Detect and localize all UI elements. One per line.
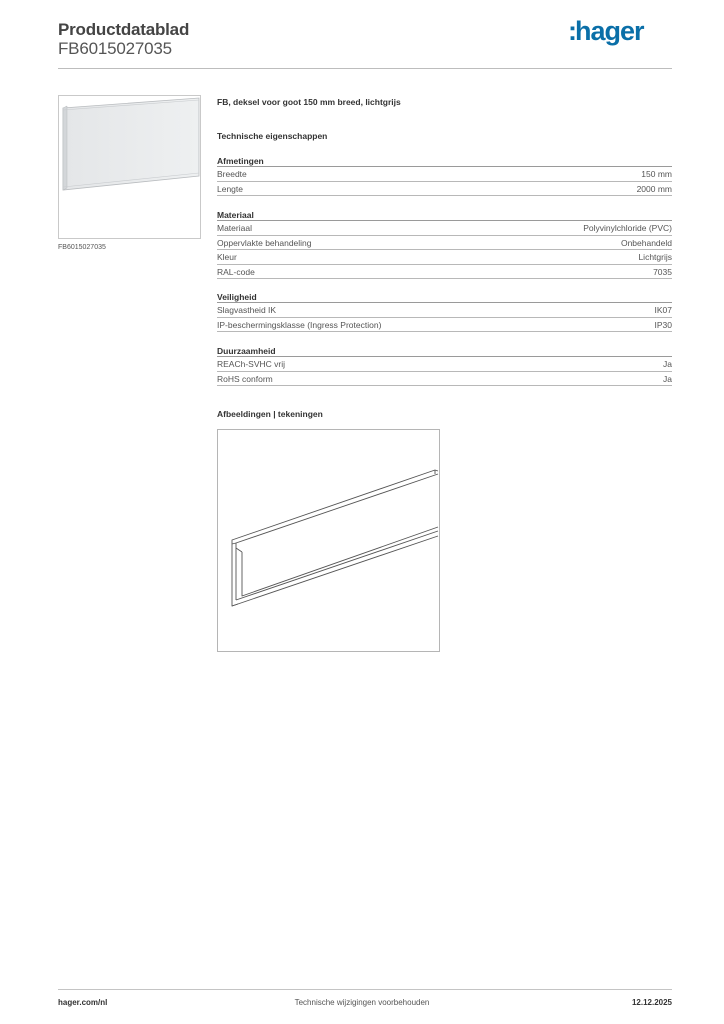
spec-group-veiligheid: [217, 291, 672, 332]
spec-label: Materiaal: [217, 223, 252, 233]
footer-date: 12.12.2025: [631, 998, 672, 1007]
spec-value: Ja: [663, 359, 672, 369]
technical-heading: Technische eigenschappen: [217, 131, 328, 141]
spec-label: RoHS conform: [217, 373, 273, 384]
spec-row: [217, 303, 672, 318]
product-description: FB, deksel voor goot 150 mm breed, lichtgrijs: [217, 97, 401, 107]
thumbnail-caption: FB6015027035: [58, 244, 106, 251]
header-divider: [58, 68, 672, 69]
spec-value: 7035: [653, 266, 672, 277]
spec-group-afmetingen: [217, 155, 672, 196]
spec-value: Ja: [663, 373, 672, 384]
spec-label: REACh-SVHC vrij: [217, 359, 286, 369]
spec-value: IK07: [654, 305, 672, 315]
spec-label: Breedte: [217, 169, 247, 179]
spec-value: 2000 mm: [636, 183, 672, 194]
spec-value: Polyvinylchloride (PVC): [583, 223, 672, 233]
footer-disclaimer: Technische wijzigingen voorbehouden: [294, 998, 430, 1007]
spec-label: Lengte: [217, 183, 243, 194]
footer-website: hager.com/nl: [58, 998, 108, 1007]
spec-label: RAL-code: [217, 266, 255, 277]
logo-text: hager: [575, 16, 644, 46]
spec-value: Onbehandeld: [620, 237, 672, 248]
cover-drawing-icon: [218, 430, 439, 651]
group-title: Veiligheid: [217, 291, 672, 303]
spec-row: [217, 221, 672, 236]
spec-row: [217, 372, 672, 387]
spec-label: Oppervlakte behandeling: [217, 237, 312, 248]
spec-row: [217, 318, 672, 333]
spec-value: 150 mm: [641, 169, 672, 179]
spec-group-materiaal: [217, 209, 672, 279]
spec-group-duurzaamheid: [217, 345, 672, 386]
spec-row: [217, 265, 672, 280]
group-title: Materiaal: [217, 209, 672, 221]
spec-row: [217, 250, 672, 265]
product-code: FB6015027035: [58, 39, 172, 58]
page-title: Productdatablad: [58, 20, 190, 39]
spec-value: IP30: [654, 319, 672, 330]
spec-label: Kleur: [217, 252, 237, 262]
spec-row: [217, 236, 672, 251]
spec-row: [217, 182, 672, 197]
product-thumbnail: [58, 95, 201, 239]
spec-value: Lichtgrijs: [638, 252, 672, 262]
technical-drawing: [217, 429, 440, 652]
spec-label: IP-beschermingsklasse (Ingress Protection): [217, 319, 382, 330]
group-title: Afmetingen: [217, 155, 672, 167]
drawings-heading: Afbeeldingen | tekeningen: [217, 409, 323, 419]
group-title: Duurzaamheid: [217, 345, 672, 357]
cover-image-icon: [59, 96, 200, 238]
footer-divider: [58, 989, 672, 990]
spec-row: [217, 167, 672, 182]
hager-logo: :hager: [568, 16, 644, 46]
spec-row: [217, 357, 672, 372]
spec-label: Slagvastheid IK: [217, 305, 277, 315]
